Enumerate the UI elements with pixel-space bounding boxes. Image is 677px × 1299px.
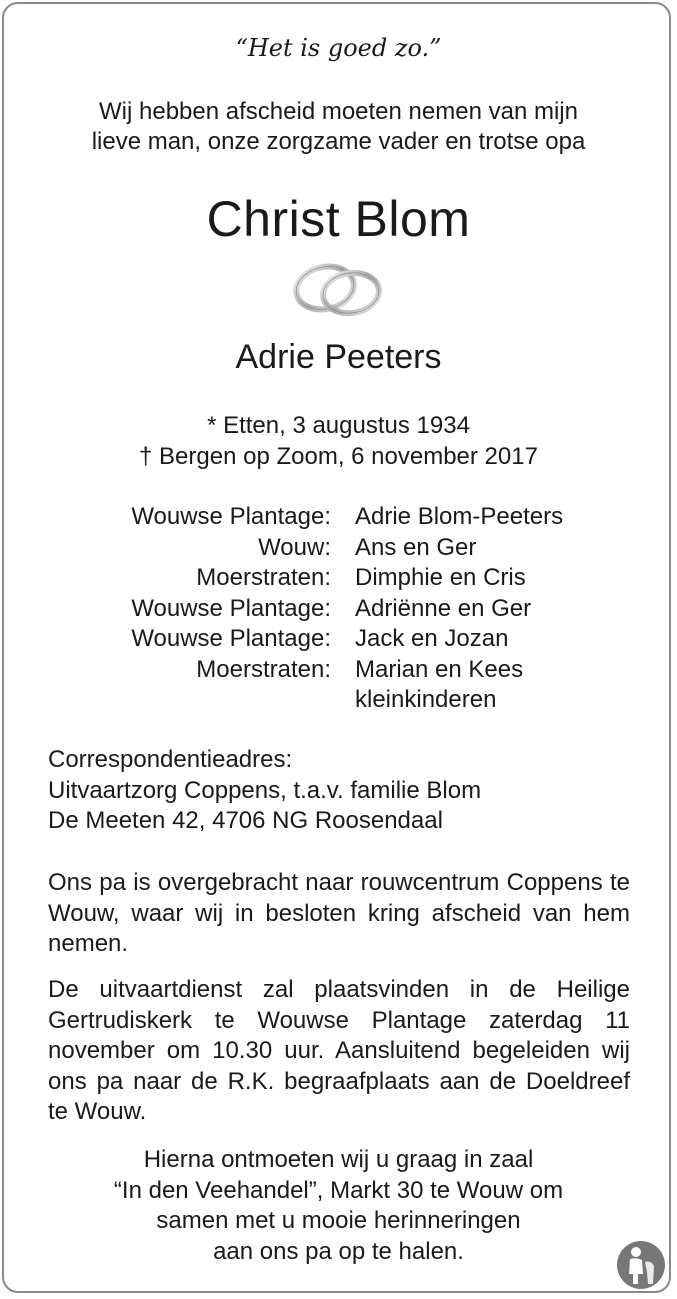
- relatives-list: [0, 502, 677, 716]
- death-line: † Bergen op Zoom, 6 november 2017: [139, 443, 538, 470]
- paragraph-funeral: De uitvaartdienst zal plaatsvinden in de Heilige Gertrudiskerk te Wouwse Plantage zaterdag 11 november om 10.30 uur. Aansluitend begeleiden wij ons pa naar de R.K. begraafplaats aan de Doeldreef te Wouw.: [48, 976, 630, 1125]
- relative-names: Ans en Ger: [355, 533, 477, 561]
- quote: “Het is goed zo.”: [235, 34, 442, 62]
- relative-names: Adriënne en Ger: [355, 594, 532, 622]
- correspondence-label: Correspondentieadres:: [48, 746, 293, 773]
- relative-place: Wouw:: [258, 533, 331, 561]
- relative-row: [0, 533, 677, 564]
- relative-names: Marian en Kees: [355, 655, 524, 683]
- relative-place: Wouwse Plantage:: [131, 594, 331, 622]
- paragraph-transfer: Ons pa is overgebracht naar rouwcentrum Coppens te Wouw, waar wij in besloten kring afscheid van hem nemen.: [48, 869, 630, 957]
- intro-line: lieve man, onze zorgzame vader en trotse opa: [91, 128, 586, 155]
- intro-text: [0, 97, 677, 157]
- relative-row: [0, 655, 677, 686]
- relative-row: [0, 502, 677, 533]
- relative-place: Moerstraten:: [196, 564, 331, 591]
- relative-names: Dimphie en Cris: [355, 564, 526, 591]
- relative-place: Wouwse Plantage:: [131, 625, 331, 652]
- spouse-name: Adrie Peeters: [235, 338, 442, 376]
- wedding-rings-icon: [288, 258, 388, 322]
- birth-line: * Etten, 3 augustus 1934: [207, 412, 470, 439]
- relative-place: [0, 685, 331, 716]
- closing-line: aan ons pa op te halen.: [213, 1237, 464, 1265]
- relative-place: Moerstraten:: [196, 655, 331, 683]
- deceased-name: Christ Blom: [206, 191, 471, 247]
- relative-row: [0, 624, 677, 655]
- relative-names: kleinkinderen: [355, 686, 497, 713]
- correspondence-line: De Meeten 42, 4706 NG Roosendaal: [48, 807, 443, 834]
- relative-names: Adrie Blom-Peeters: [355, 503, 564, 530]
- relative-row: [0, 594, 677, 625]
- relative-row: [0, 563, 677, 594]
- relative-place: Wouwse Plantage:: [131, 503, 331, 530]
- correspondence-line: Uitvaartzorg Coppens, t.a.v. familie Blom: [48, 776, 482, 804]
- relative-names: Jack en Jozan: [355, 625, 509, 652]
- memorial-figure-logo: [616, 1240, 666, 1290]
- correspondence-address: [48, 745, 630, 837]
- closing-text: [0, 1145, 677, 1267]
- relative-row: [0, 685, 677, 716]
- intro-line: Wij hebben afscheid moeten nemen van mijn: [99, 98, 578, 125]
- closing-line: “In den Veehandel”, Markt 30 te Wouw om: [113, 1176, 564, 1204]
- closing-line: samen met u mooie herinneringen: [156, 1207, 521, 1234]
- life-dates: [0, 410, 677, 472]
- closing-line: Hierna ontmoeten wij u graag in zaal: [143, 1146, 534, 1173]
